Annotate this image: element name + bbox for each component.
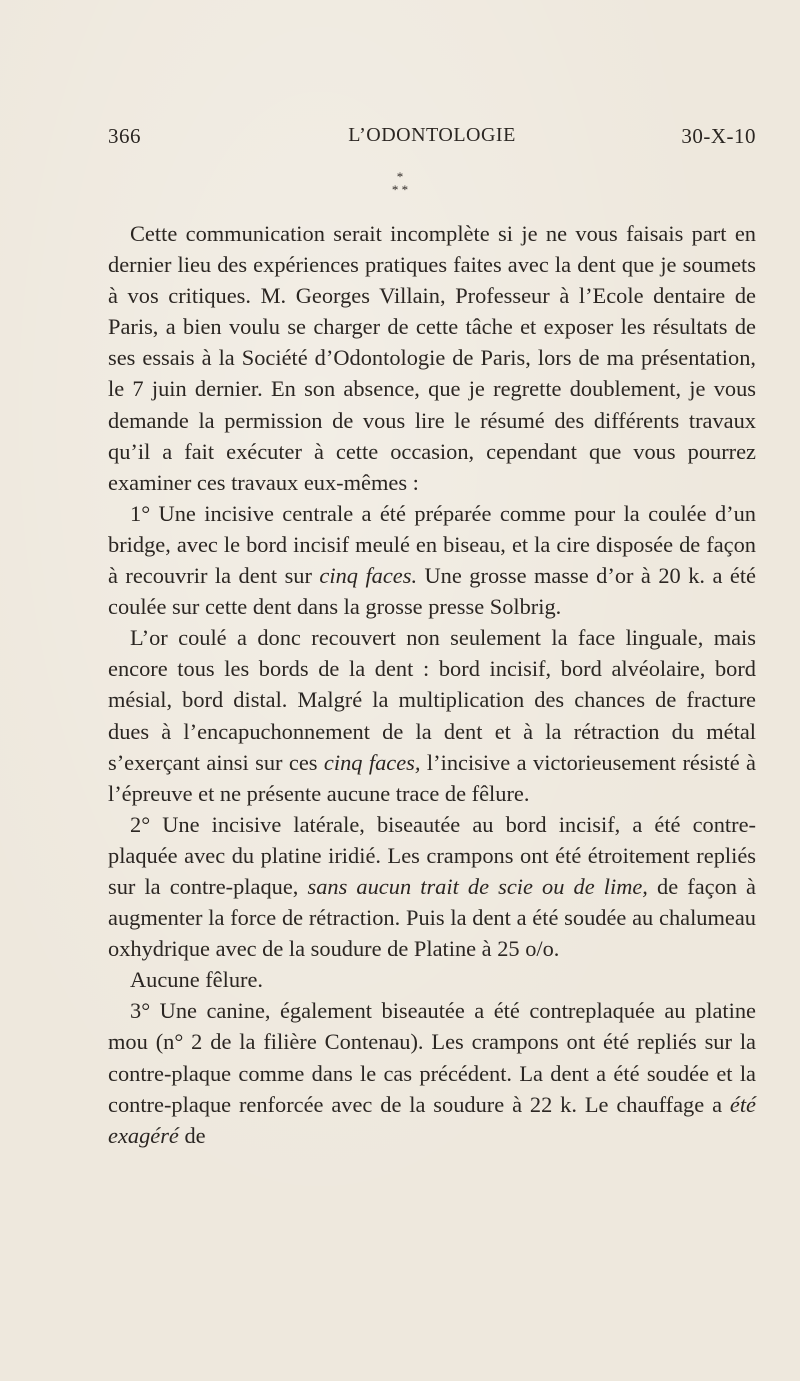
running-head: L’ODONTOLOGIE [348,124,516,146]
italic-emphasis: cinq faces, [323,749,421,775]
asterism-divider [0,170,800,196]
italic-emphasis: cinq faces. [319,563,418,589]
paragraph-item-2: 2° Une incisive latérale, biseautée au bord incisif, a été contre-plaquée avec du platine iridié. Les crampons ont été étroitement repliés sur la contre-plaque, sans aucun trait de scie ou de lime, de façon à augmenter la force de rétraction. Puis la dent a été soudée au chalumeau oxhydrique avec de la soudure de Platine à 25 o/o. [108,811,756,962]
paragraph-no-crack: Aucune fêlure. [130,967,264,993]
paragraph-gold-result: L’or coulé a donc recouvert non seulement la face linguale, mais encore tous les bords de la dent : bord incisif, bord alvéolaire, bord mésial, bord distal. Malgré la multiplication des chances de fracture dues à l’encapuchonnement de la dent et à la rétraction du métal s’exerçant ainsi sur ces cinq faces, l’incisive a victorieusement résisté à l’épreuve et ne présente aucune trace de fêlure. [108,625,756,806]
asterism-bottom: * * [391,182,409,197]
paragraph-item-3: 3° Une canine, également biseautée a été contreplaquée au platine mou (n° 2 de la filière Contenau). Les crampons ont été repliés sur la contre-plaque comme dans le cas précédent. La dent a été soudée et la contre-plaque renforcée avec de la soudure à 22 k. Le chauffage a été exagéré de [108,998,756,1148]
paragraph-item-1: 1° Une incisive centrale a été préparée comme pour la coulée d’un bridge, avec le bord incisif meulé en biseau, et la cire disposée de façon à recouvrir la dent sur cinq faces. Une grosse masse d’or à 20 k. a été coulée sur cette dent dans la grosse presse Solbrig. [108,500,756,620]
italic-emphasis: été exagéré [108,1091,756,1148]
issue-date: 30-X-10 [681,124,756,148]
page-number: 366 [108,124,141,148]
page-header [108,124,756,154]
italic-emphasis: sans aucun trait de scie ou de lime, [307,873,648,899]
body-text [108,218,756,1151]
paragraph-intro: Cette communication serait incomplète si je ne vous faisais part en dernier lieu des expériences pratiques faites avec la dent que je soumets à vos critiques. M. Georges Villain, Professeur à l’Ecole dentaire de Paris, a bien voulu se charger de cette tâche et exposer les résultats de ses essais à la Société d’Odontologie de Paris, lors de ma présentation, le 7 juin dernier. En son absence, que je regrette doublement, je vous demande la permission de vous lire le résumé des différents travaux qu’il a fait exécuter à cette occasion, cependant que vous pourrez examiner ces travaux eux-mêmes : [108,221,756,495]
asterism-top: * [396,169,404,184]
